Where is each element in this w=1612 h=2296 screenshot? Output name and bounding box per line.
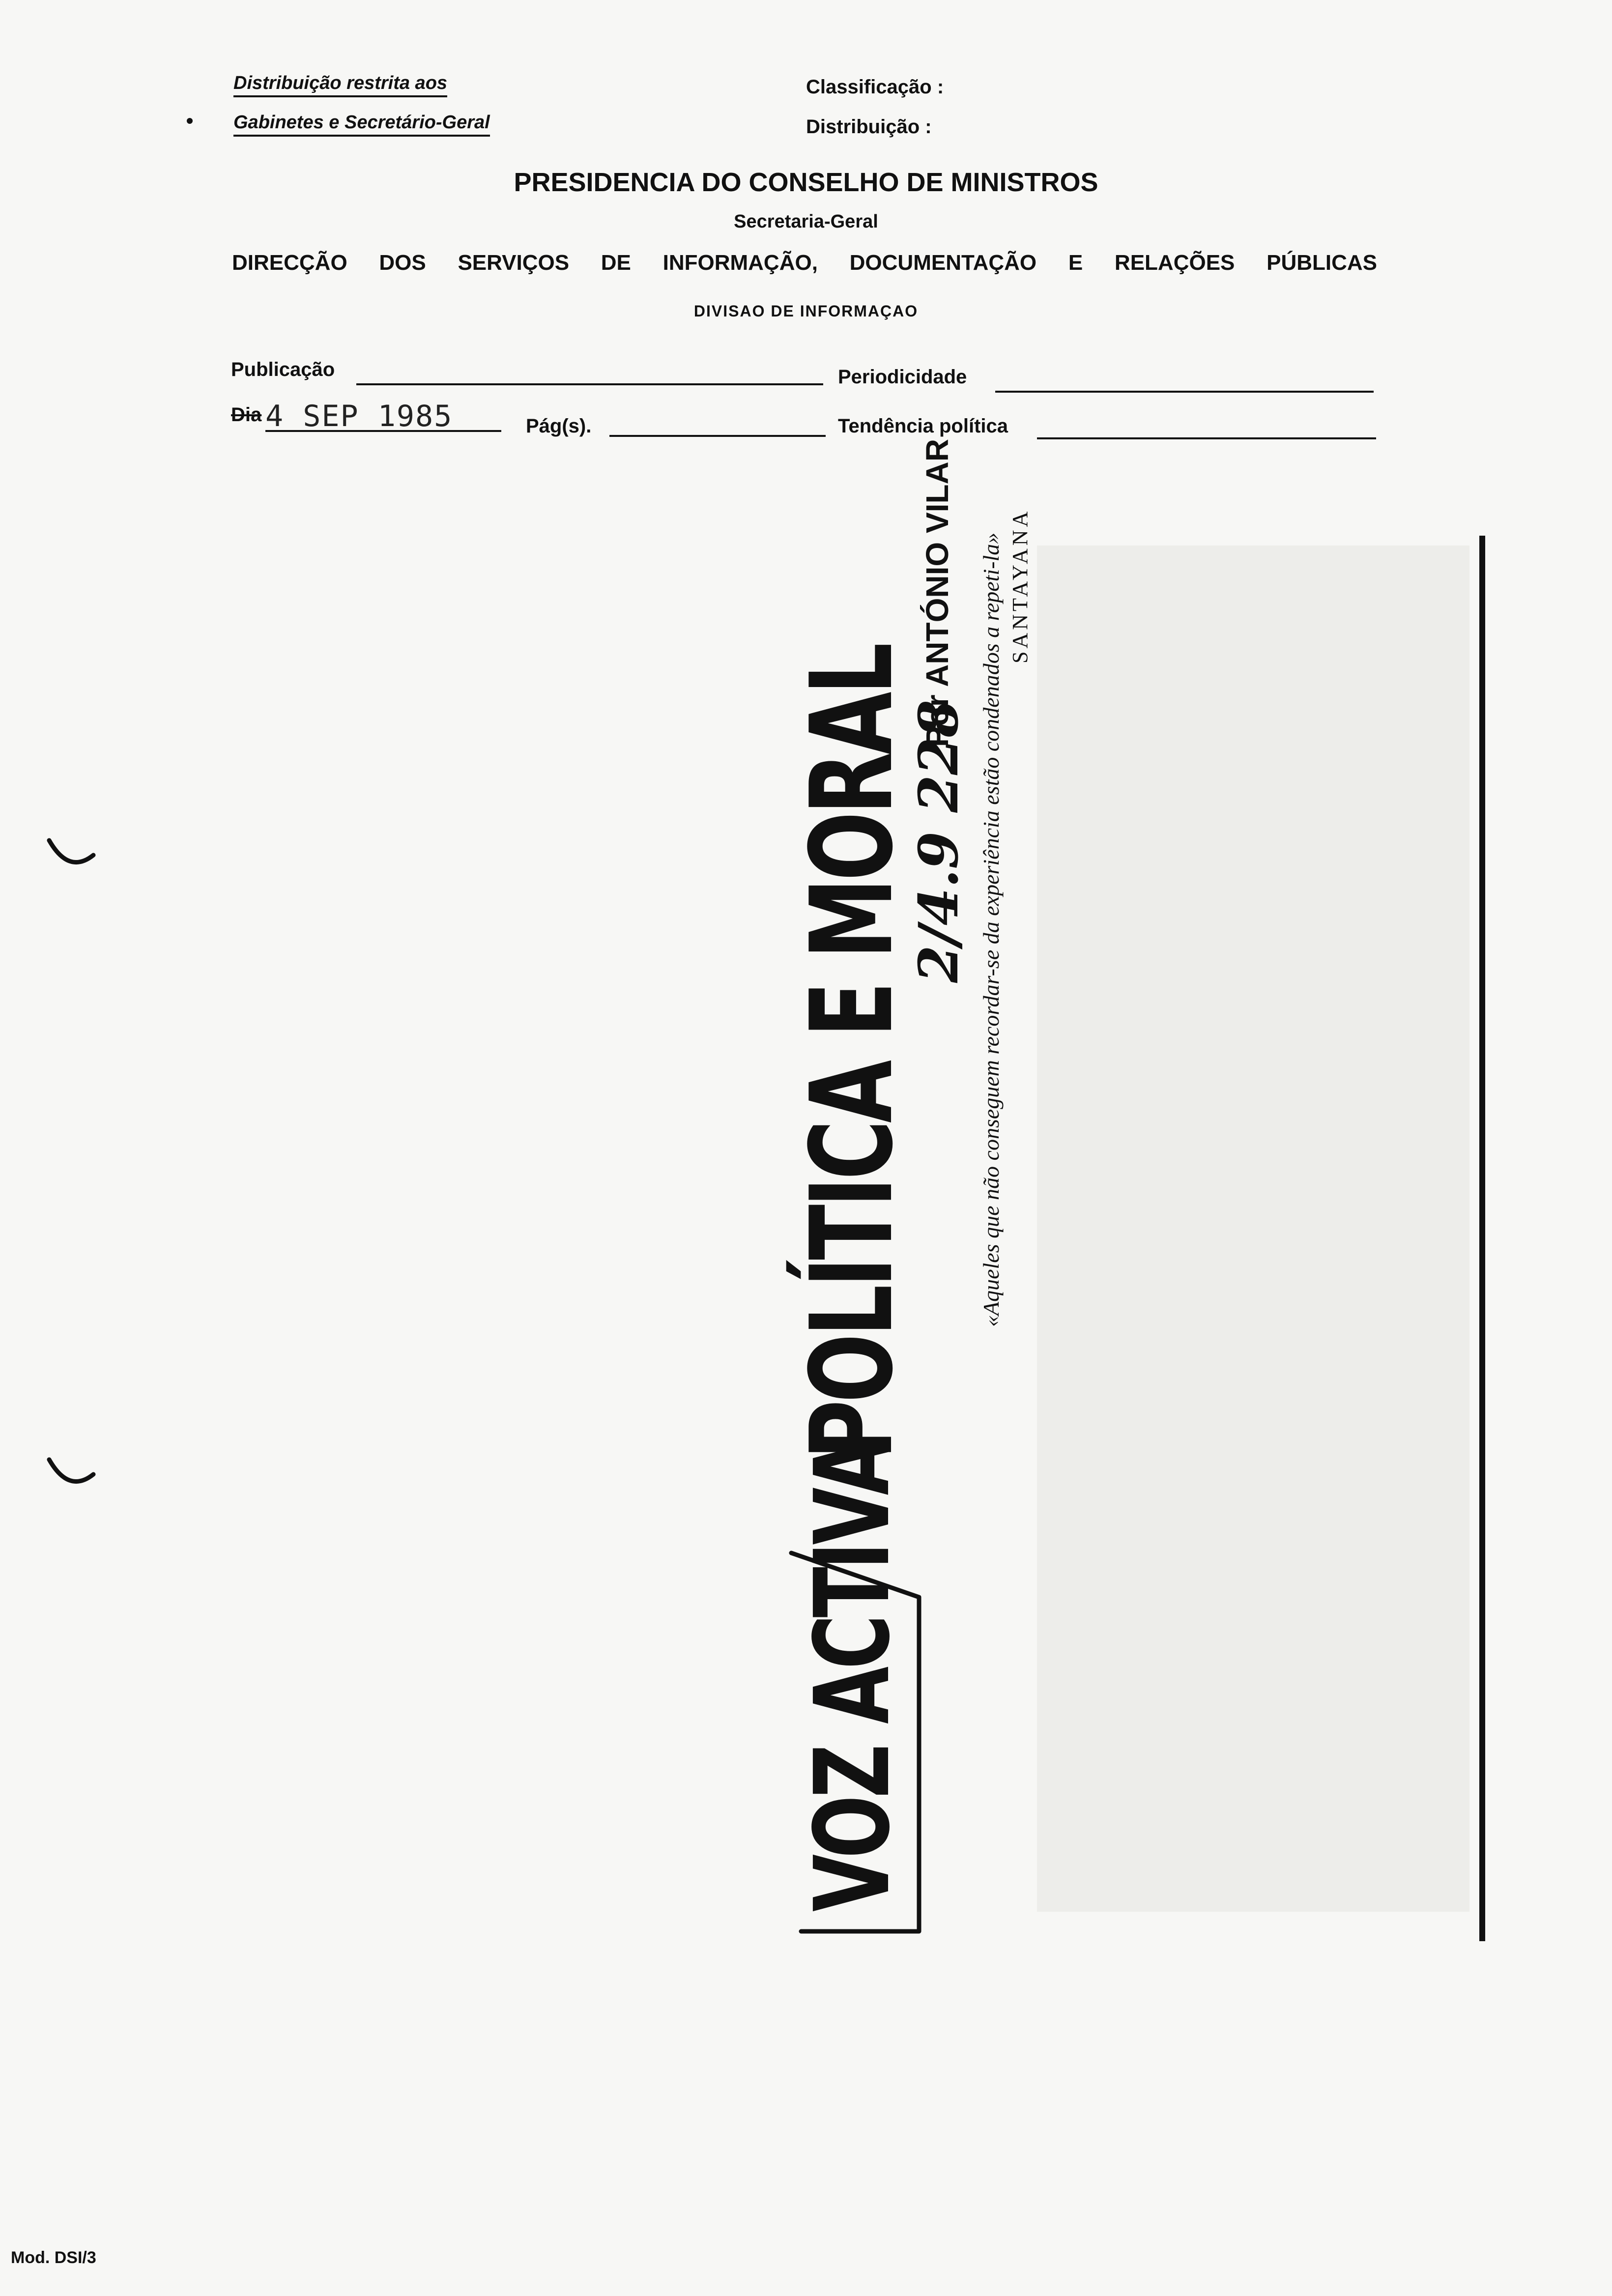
date-label: Dia <box>231 404 262 426</box>
clipping-rule <box>1479 536 1485 1941</box>
publication-field <box>356 383 823 385</box>
epigraph: «Aqueles que não conseguem recordar-se da experiência estão condenados a repeti-la» <box>979 532 1004 1327</box>
pages-label: Pág(s). <box>526 415 592 437</box>
restricted-distribution-line1: Distribuição restrita aos <box>233 73 447 97</box>
publication-label: Publicação <box>231 359 335 380</box>
headline: POLÍTICA E MORAL <box>787 645 918 1460</box>
hole-punch-mark-lower <box>44 1455 98 1499</box>
section-title: VOZ ACTIVA <box>792 1440 913 1912</box>
handwritten-note: 2/4.9 228 <box>907 700 970 983</box>
periodicity-label: Periodicidade <box>838 366 967 388</box>
directorate: DIRECÇÃO DOS SERVIÇOS DE INFORMAÇÃO, DOCUMENTAÇÃO E RELAÇÕES PÚBLICAS <box>232 251 1377 275</box>
periodicity-field <box>995 391 1374 393</box>
form-code: Mod. DSI/3 <box>11 2248 96 2267</box>
org-title: PRESIDENCIA DO CONSELHO DE MINISTROS <box>514 168 1098 197</box>
classification-label: Classificação : <box>806 76 944 98</box>
newspaper-clipping <box>781 439 1494 1941</box>
date-stamp: 4 SEP 1985 <box>265 399 453 433</box>
division: DIVISAO DE INFORMAÇAO <box>693 302 919 320</box>
pages-field <box>609 435 826 437</box>
tendency-field <box>1037 437 1376 439</box>
bullet-mark <box>187 118 193 124</box>
hole-punch-mark-upper <box>44 835 98 880</box>
byline: Por ANTÓNIO VILAR <box>920 439 955 747</box>
article-body-area <box>1037 545 1469 1912</box>
date-field <box>265 430 501 432</box>
tendency-label: Tendência política <box>838 415 1008 437</box>
org-subtitle: Secretaria-Geral <box>734 211 878 232</box>
distribution-label: Distribuição : <box>806 116 932 138</box>
epigraph-author: SANTAYANA <box>1008 508 1032 663</box>
restricted-distribution-line2: Gabinetes e Secretário-Geral <box>233 112 490 137</box>
